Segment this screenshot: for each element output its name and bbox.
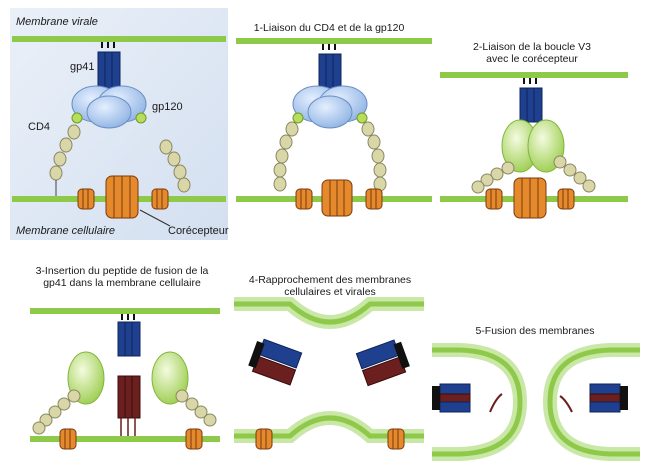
six-helix-bundle-left <box>432 384 502 412</box>
label-viral-membrane: Membrane virale <box>16 16 98 28</box>
label-cd4: CD4 <box>28 121 51 133</box>
coreceptor-center <box>514 178 546 218</box>
cd4-left <box>274 122 298 191</box>
step-2-title-line-1: 2-Liaison de la boucle V3 <box>473 41 591 53</box>
viral-membrane <box>30 308 220 314</box>
label-gp120: gp120 <box>152 101 183 113</box>
step-3-title-line-2: gp41 dans la membrane cellulaire <box>43 277 201 289</box>
gp41-trimer <box>520 78 542 122</box>
coreceptor-right <box>558 189 574 209</box>
coreceptor-right <box>152 189 168 209</box>
label-gp41: gp41 <box>70 61 95 73</box>
gp120-trimer <box>293 86 367 128</box>
panel-step-5 <box>432 325 640 454</box>
coreceptor-center <box>322 180 352 216</box>
viral-membrane <box>12 36 226 42</box>
panel-step-1 <box>236 22 432 216</box>
step-4-title-line-1: 4-Rapprochement des membranes <box>248 274 412 286</box>
coreceptor-right <box>388 429 404 449</box>
panel-step-4 <box>234 274 424 449</box>
label-coreceptor: Corécepteur <box>168 225 229 237</box>
step-5-title: 5-Fusion des membranes <box>475 325 595 337</box>
gp41-trimer <box>118 314 140 356</box>
coreceptor-left <box>78 189 94 209</box>
viral-membrane <box>440 72 628 78</box>
cd4-right <box>176 390 216 426</box>
cd4-left <box>472 162 514 193</box>
cd4-left <box>33 390 80 434</box>
label-cellular-membrane: Membrane cellulaire <box>16 225 116 237</box>
panel-step-2 <box>440 41 628 218</box>
coreceptor-right <box>366 189 382 209</box>
coreceptor-left <box>256 429 272 449</box>
step-3-title-line-1: 3-Insertion du peptide de fusion de la <box>35 265 209 277</box>
coreceptor-center <box>106 176 138 218</box>
coreceptor-left <box>60 429 76 449</box>
step-4-title-line-2: cellulaires et virales <box>284 286 376 298</box>
gp41-right-hairpin <box>356 338 411 386</box>
viral-membrane <box>236 38 432 44</box>
fusion-peptide-hairpin <box>118 376 140 440</box>
gp41-left-hairpin <box>247 337 302 385</box>
viral-membrane-outer <box>234 304 424 322</box>
panel-step-3 <box>30 265 220 449</box>
coreceptor-right <box>186 429 202 449</box>
six-helix-bundle-right <box>560 384 628 412</box>
step-2-title-line-2: avec le corécepteur <box>486 53 578 65</box>
gp41-trimer <box>319 44 341 90</box>
cd4-right <box>554 156 595 192</box>
coreceptor-left <box>486 189 502 209</box>
coreceptor-left <box>296 189 312 209</box>
cd4-right <box>362 122 386 191</box>
step-1-title: 1-Liaison du CD4 et de la gp120 <box>253 22 405 34</box>
panel-initial-state <box>10 8 229 240</box>
